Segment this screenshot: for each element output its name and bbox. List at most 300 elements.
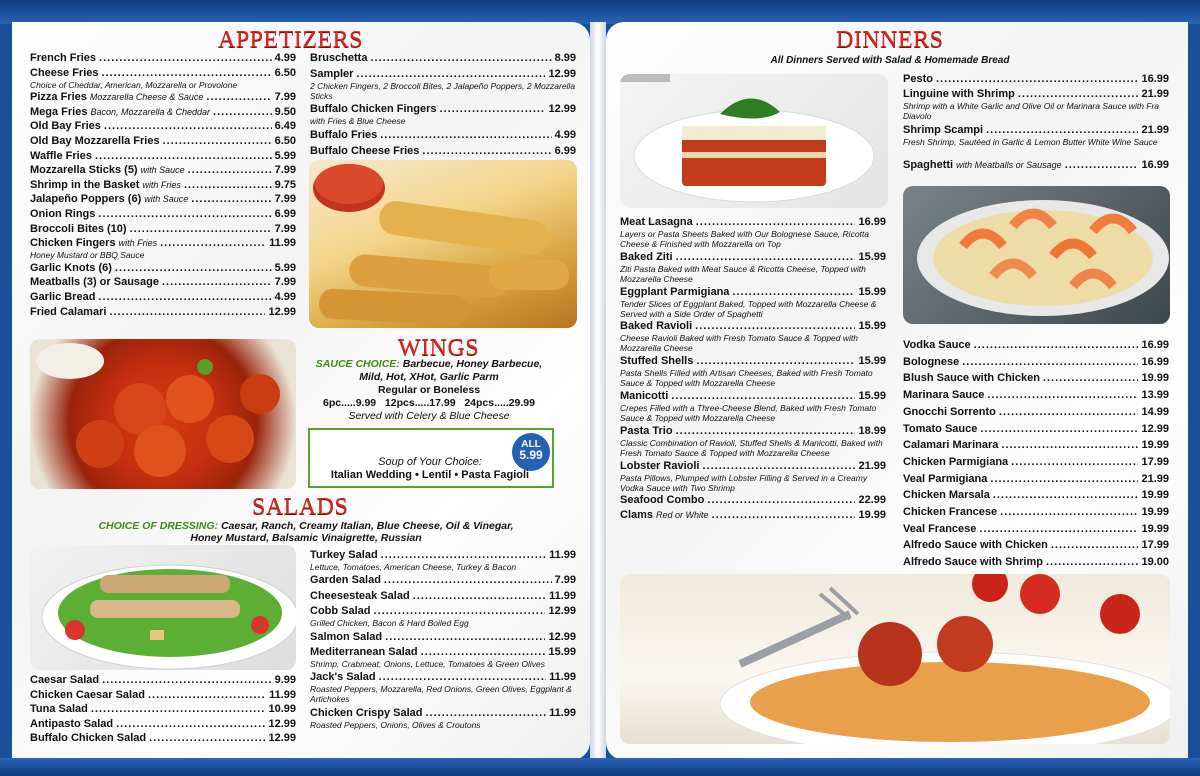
mozzarella-sticks-illustration — [309, 160, 577, 328]
top-border — [0, 0, 1200, 24]
menu-item-row — [30, 90, 296, 104]
dressing-info — [66, 520, 546, 544]
menu-item-row — [310, 102, 576, 116]
menu-item-row — [903, 158, 1169, 172]
menu-item-row — [903, 72, 1169, 86]
item-name: Tomato Sauce — [903, 422, 978, 435]
item-price: 9.75 — [274, 178, 296, 191]
shrimp-illustration — [903, 186, 1170, 324]
item-name: Buffalo Fries — [310, 128, 378, 141]
item-price: 12.99 — [268, 305, 296, 318]
wings-served: Served with Celery & Blue Cheese — [348, 410, 510, 422]
menu-item — [30, 673, 296, 687]
menu-item-row — [903, 472, 1169, 486]
item-description: 2 Chicken Fingers, 2 Broccoli Bites, 2 Jalapeño Poppers, 2 Mozzarella Sticks — [310, 81, 576, 101]
menu-item — [30, 192, 296, 206]
item-price: 16.99 — [1141, 339, 1169, 351]
item-name: Blush Sauce with Chicken — [903, 372, 1040, 385]
item-name: Vodka Sauce — [903, 339, 971, 351]
dot-leader — [413, 589, 546, 603]
menu-item — [310, 128, 576, 142]
menu-item — [30, 717, 296, 731]
dot-leader — [979, 522, 1138, 536]
item-price: 6.49 — [274, 120, 296, 133]
item-name: Pesto — [903, 73, 933, 85]
item-name: Cheesesteak Salad — [310, 589, 410, 602]
menu-item-row — [903, 355, 1169, 369]
wings-12pc-price: 17.99 — [429, 397, 456, 409]
dot-leader — [980, 422, 1138, 436]
dot-leader — [184, 178, 272, 192]
menu-item — [30, 90, 296, 104]
menu-item — [310, 630, 576, 644]
item-price: 11.99 — [269, 237, 296, 250]
item-name: Chicken Fingers — [30, 237, 116, 250]
dot-leader — [1051, 538, 1139, 552]
menu-item-row — [30, 163, 296, 177]
dot-leader — [986, 123, 1138, 137]
item-price: 8.99 — [554, 52, 576, 64]
menu-item-row — [310, 604, 576, 618]
item-price: 11.99 — [549, 706, 576, 719]
dot-leader — [676, 424, 856, 438]
wings-24pc-label: 24pcs — [464, 397, 495, 409]
menu-item-row — [30, 149, 296, 163]
item-price: 18.99 — [858, 424, 886, 437]
item-note: Red or White — [656, 510, 709, 521]
menu-item-row — [30, 119, 296, 133]
menu-item — [903, 123, 1169, 147]
menu-item-row — [310, 144, 576, 158]
item-name: Meat Lasagna — [620, 216, 693, 228]
menu-item-row — [903, 371, 1169, 385]
menu-item — [30, 702, 296, 716]
menu-item-row — [30, 236, 296, 250]
item-price: 6.50 — [274, 135, 296, 147]
menu-item — [903, 472, 1169, 486]
item-name: Veal Francese — [903, 522, 977, 535]
menu-item-row — [30, 305, 296, 319]
item-name: Buffalo Cheese Fries — [310, 144, 420, 157]
menu-item — [620, 493, 886, 507]
wings-info — [314, 358, 544, 423]
wings-photo — [30, 339, 296, 489]
dot-leader — [440, 102, 546, 116]
item-description: Fresh Shrimp, Sautéed in Garlic & Lemon Butter White Wine Sauce — [903, 136, 1158, 147]
menu-item — [30, 178, 296, 192]
dot-leader — [162, 275, 272, 289]
item-price: 19.99 — [1141, 439, 1169, 452]
menu-item-row — [620, 459, 886, 473]
menu-item-row — [620, 250, 886, 264]
menu-item — [903, 405, 1169, 419]
menu-item-row — [310, 51, 576, 65]
dressing-label: CHOICE OF DRESSING: — [98, 520, 219, 532]
item-price: 11.99 — [269, 688, 296, 701]
item-price: 12.99 — [548, 605, 576, 618]
wings-6pc-label: 6pc — [323, 397, 342, 409]
item-description: Pasta Shells Filled with Artisan Cheeses, Baked with Fresh Tomato Sauce & Topped with Mozzarella Cheese — [620, 368, 873, 389]
item-price: 13.99 — [1141, 389, 1169, 402]
menu-item-row — [903, 338, 1169, 352]
item-price: 15.99 — [858, 355, 886, 368]
dot-leader — [671, 389, 855, 403]
dot-leader — [1000, 505, 1138, 519]
menu-item-row — [310, 548, 576, 562]
menu-item — [903, 158, 1169, 172]
spaghetti-photo — [620, 574, 1170, 744]
dot-leader — [163, 134, 272, 148]
wings-12pc-label: 12pcs — [384, 397, 415, 409]
dot-leader — [99, 51, 272, 65]
menu-item-row — [620, 508, 886, 522]
menu-item-row — [30, 673, 296, 687]
menu-item — [620, 424, 886, 458]
item-name: Chicken Marsala — [903, 489, 990, 502]
item-name: Jack's Salad — [310, 671, 376, 684]
menu-item — [30, 261, 296, 275]
wings-24pc-price: 29.99 — [508, 397, 535, 409]
wings-type: Regular or Boneless — [377, 384, 481, 396]
item-name: Bolognese — [903, 355, 960, 368]
item-name: Turkey Salad — [310, 549, 378, 561]
dot-leader — [1065, 158, 1139, 172]
menu-item — [30, 119, 296, 133]
item-price: 19.99 — [1141, 372, 1169, 385]
item-description: Honey Mustard or BBQ Sauce — [30, 250, 145, 261]
item-name: Garlic Knots (6) — [30, 261, 112, 274]
dot-leader — [374, 604, 546, 618]
item-price: 7.99 — [554, 574, 576, 587]
item-price: 21.99 — [1141, 88, 1169, 101]
salad-photo — [30, 545, 296, 670]
dot-leader — [130, 222, 272, 236]
menu-item-row — [30, 105, 296, 119]
menu-item-row — [310, 573, 576, 587]
item-note: with Fries — [142, 179, 181, 190]
item-note: with Sauce — [140, 165, 185, 176]
wings-prices: 6pc.....9.99 12pcs.....17.99 24pcs.....29.99 — [323, 397, 535, 409]
item-description: with Fries & Blue Cheese — [310, 116, 406, 127]
dot-leader — [422, 144, 551, 158]
item-note: with Fries — [118, 238, 158, 249]
dot-leader — [676, 250, 856, 264]
dot-leader — [987, 388, 1138, 402]
menu-item — [620, 285, 886, 319]
item-note: Bacon, Mozzarella & Cheddar — [90, 106, 211, 117]
item-price: 7.99 — [274, 222, 296, 235]
menu-item — [30, 66, 296, 90]
dot-leader — [974, 338, 1139, 352]
dot-leader — [999, 405, 1139, 419]
menu-item — [620, 508, 886, 522]
dot-leader — [101, 66, 271, 80]
item-name: Stuffed Shells — [620, 355, 694, 368]
item-price: 16.99 — [1141, 73, 1169, 85]
menu-item — [30, 134, 296, 148]
menu-item-row — [903, 505, 1169, 519]
item-name: Chicken Caesar Salad — [30, 688, 145, 701]
dot-leader — [1018, 87, 1139, 101]
dot-leader — [385, 630, 545, 644]
menu-item-row — [620, 493, 886, 507]
item-price: 12.99 — [1141, 422, 1169, 435]
item-price: 15.99 — [858, 320, 886, 333]
menu-item — [30, 149, 296, 163]
dot-leader — [160, 236, 266, 250]
menu-item-row — [620, 285, 886, 299]
item-price: 16.99 — [858, 216, 886, 228]
dot-leader — [696, 354, 855, 368]
item-name: Tuna Salad — [30, 703, 88, 716]
item-price: 7.99 — [274, 276, 296, 289]
menu-item — [620, 389, 886, 423]
menu-item — [310, 645, 576, 669]
item-name: Meatballs (3) or Sausage — [30, 276, 159, 289]
item-price: 12.99 — [548, 68, 576, 80]
item-price: 11.99 — [549, 549, 576, 561]
item-price: 9.99 — [274, 674, 296, 686]
item-name: Pizza Fries — [30, 91, 87, 104]
menu-item-row — [620, 424, 886, 438]
item-price: 9.50 — [274, 105, 296, 118]
item-name: Chicken Francese — [903, 506, 998, 518]
item-name: Garlic Bread — [30, 291, 96, 303]
item-price: 14.99 — [1141, 405, 1169, 418]
item-name: Cheese Fries — [30, 66, 99, 79]
item-name: Salmon Salad — [310, 630, 383, 643]
dot-leader — [712, 508, 856, 522]
item-name: Antipasto Salad — [30, 717, 114, 730]
menu-item — [903, 422, 1169, 436]
item-name: Broccoli Bites (10) — [30, 222, 127, 235]
item-name: Alfredo Sauce with Chicken — [903, 539, 1048, 552]
item-name: Linguine with Shrimp — [903, 88, 1015, 101]
item-price: 7.99 — [274, 91, 296, 104]
menu-item-row — [310, 645, 576, 659]
item-price: 11.99 — [549, 671, 576, 684]
menu-item-row — [30, 66, 296, 80]
item-name: Calamari Marinara — [903, 439, 999, 452]
item-price: 12.99 — [268, 732, 296, 745]
menu-item-row — [310, 630, 576, 644]
menu-item-row — [620, 319, 886, 333]
menu-item — [30, 236, 296, 260]
menu-item-row — [903, 522, 1169, 536]
item-price: 15.99 — [858, 285, 886, 298]
dot-leader — [1001, 438, 1138, 452]
menu-item-row — [903, 488, 1169, 502]
menu-item-row — [30, 275, 296, 289]
wings-sauce-line2: Mild, Hot, XHot, Garlic Parm — [359, 371, 499, 383]
item-name: Veal Parmigiana — [903, 472, 988, 485]
wings-illustration — [30, 339, 296, 489]
item-name: Mediterranean Salad — [310, 646, 418, 658]
item-name: Baked Ravioli — [620, 320, 693, 333]
wings-6pc-price: 9.99 — [355, 397, 377, 409]
menu-item — [310, 67, 576, 101]
item-price: 4.99 — [274, 291, 296, 303]
menu-item-row — [620, 354, 886, 368]
item-description: Roasted Peppers, Mozzarella, Red Onions, Green Olives, Eggplant & Artichokes — [310, 684, 572, 705]
menu-item-row — [620, 215, 886, 229]
item-name: Fried Calamari — [30, 305, 107, 318]
item-name: Sampler — [310, 68, 354, 80]
menu-item-row — [903, 438, 1169, 452]
dot-leader — [426, 706, 547, 720]
item-price: 11.99 — [549, 589, 576, 602]
dot-leader — [213, 105, 272, 119]
menu-item — [310, 102, 576, 126]
item-name: Chicken Crispy Salad — [310, 706, 423, 719]
dot-leader — [936, 72, 1139, 86]
dot-leader — [102, 673, 271, 687]
dot-leader — [379, 670, 546, 684]
menu-item — [310, 573, 576, 587]
dot-leader — [115, 261, 272, 275]
dot-leader — [1043, 371, 1139, 385]
item-name: Jalapeño Poppers (6) — [30, 193, 142, 206]
menu-item-row — [30, 702, 296, 716]
item-name: Mega Fries — [30, 105, 88, 118]
item-price: 7.99 — [274, 193, 296, 206]
item-name: Buffalo Chicken Salad — [30, 732, 147, 745]
menu-item — [30, 275, 296, 289]
menu-item-row — [903, 422, 1169, 436]
item-price: 16.99 — [1141, 355, 1169, 368]
menu-item-row — [903, 455, 1169, 469]
item-name: Old Bay Fries — [30, 120, 101, 133]
dot-leader — [990, 472, 1138, 486]
dot-leader — [148, 688, 266, 702]
menu-item-row — [903, 538, 1169, 552]
dot-leader — [95, 149, 272, 163]
menu-item-row — [30, 290, 296, 304]
item-price: 17.99 — [1141, 539, 1169, 552]
dot-leader — [191, 192, 271, 206]
item-name: Caesar Salad — [30, 674, 100, 686]
item-price: 21.99 — [858, 459, 886, 472]
menu-item — [903, 455, 1169, 469]
menu-item-row — [903, 405, 1169, 419]
item-price: 6.99 — [554, 144, 576, 157]
menu-item — [30, 731, 296, 745]
salad-illustration — [30, 545, 296, 670]
menu-item — [903, 87, 1169, 121]
menu-item — [310, 706, 576, 730]
item-price: 15.99 — [858, 250, 886, 263]
dressing-line1: Caesar, Ranch, Creamy Italian, Blue Cheese, Oil & Vinegar, — [220, 520, 514, 532]
item-name: Shrimp in the Basket — [30, 178, 140, 191]
menu-item — [620, 319, 886, 353]
dot-leader — [732, 285, 855, 299]
item-price: 4.99 — [274, 52, 296, 64]
menu-item-row — [30, 51, 296, 65]
item-name: Alfredo Sauce with Shrimp — [903, 556, 1043, 569]
item-name: Onion Rings — [30, 208, 96, 220]
item-name: Garden Salad — [310, 574, 381, 587]
dot-leader — [421, 645, 546, 659]
lasagna-photo — [620, 74, 888, 208]
dot-leader — [695, 319, 855, 333]
item-description: Cheese Ravioli Baked with Fresh Tomato Sauce & Topped with Mozzarella Cheese — [620, 333, 858, 354]
item-description: Crepes Filled with a Three-Cheese Blend, Baked with Fresh Tomato Sauce & Topped with Mozzarella Cheese — [620, 403, 877, 423]
menu-item — [310, 548, 576, 572]
menu-item — [903, 522, 1169, 536]
dinners-heading: DINNERS — [836, 27, 944, 53]
item-description: Shrimp, Crabmeat, Onions, Lettuce, Tomatoes & Green Olives — [310, 659, 545, 669]
menu-item-row — [903, 388, 1169, 402]
dot-leader — [370, 51, 551, 65]
menu-item — [903, 388, 1169, 402]
item-name: Cobb Salad — [310, 605, 371, 618]
dot-leader — [98, 207, 271, 221]
menu-item — [30, 163, 296, 177]
dot-leader — [206, 90, 271, 104]
item-name: Spaghetti — [903, 159, 954, 172]
dot-leader — [104, 119, 272, 133]
dot-leader — [91, 702, 266, 716]
item-price: 19.99 — [858, 509, 886, 522]
menu-item — [903, 505, 1169, 519]
menu-item — [903, 555, 1169, 569]
item-price: 4.99 — [554, 128, 576, 141]
item-description: Roasted Peppers, Onions, Olives & Croutons — [310, 719, 481, 730]
menu-item-row — [903, 555, 1169, 569]
item-price: 19.00 — [1141, 556, 1169, 569]
badge-price: 5.99 — [519, 448, 543, 462]
soups-choice: Soup of Your Choice: — [378, 456, 482, 468]
dot-leader — [702, 459, 855, 473]
menu-item-row — [310, 67, 576, 81]
dot-leader — [962, 355, 1138, 369]
menu-item — [620, 459, 886, 493]
item-name: Clams — [620, 509, 654, 522]
soups-list: Italian Wedding • Lentil • Pasta Fagioli — [330, 469, 530, 481]
item-price: 10.99 — [268, 703, 296, 716]
item-name: Gnocchi Sorrento — [903, 405, 996, 418]
dot-leader — [149, 731, 265, 745]
item-name: Bruschetta — [310, 52, 368, 64]
appetizers-heading: APPETIZERS — [218, 27, 364, 53]
item-description: Grilled Chicken, Bacon & Hard Boiled Egg — [310, 618, 469, 629]
menu-item — [903, 538, 1169, 552]
dot-leader — [109, 305, 265, 319]
dinners-note: All Dinners Served with Salad & Homemade Bread — [770, 55, 1010, 66]
dot-leader — [1011, 455, 1138, 469]
item-price: 5.99 — [274, 261, 296, 274]
menu-item — [30, 688, 296, 702]
item-description: Shrimp with a White Garlic and Olive Oil or Marinara Sauce with Fra Diavolo — [903, 101, 1160, 122]
menu-item-row — [310, 670, 576, 684]
item-price: 16.99 — [1141, 159, 1169, 172]
item-name: Marinara Sauce — [903, 389, 985, 402]
wings-sauce-label: SAUCE CHOICE: — [315, 358, 400, 370]
item-price: 21.99 — [1141, 472, 1169, 485]
menu-item-row — [620, 389, 886, 403]
item-price: 7.99 — [274, 164, 296, 177]
item-price: 17.99 — [1141, 455, 1169, 468]
menu-item — [30, 207, 296, 221]
menu-item-row — [30, 222, 296, 236]
item-name: French Fries — [30, 52, 97, 64]
menu-item-row — [310, 589, 576, 603]
dot-leader — [356, 67, 545, 81]
dot-leader — [993, 488, 1139, 502]
item-description: Layers or Pasta Sheets Baked with Our Bolognese Sauce, Ricotta Cheese & Finished with Mozzarella on Top — [620, 229, 869, 249]
menu-item-row — [310, 706, 576, 720]
item-name: Eggplant Parmigiana — [620, 285, 730, 298]
